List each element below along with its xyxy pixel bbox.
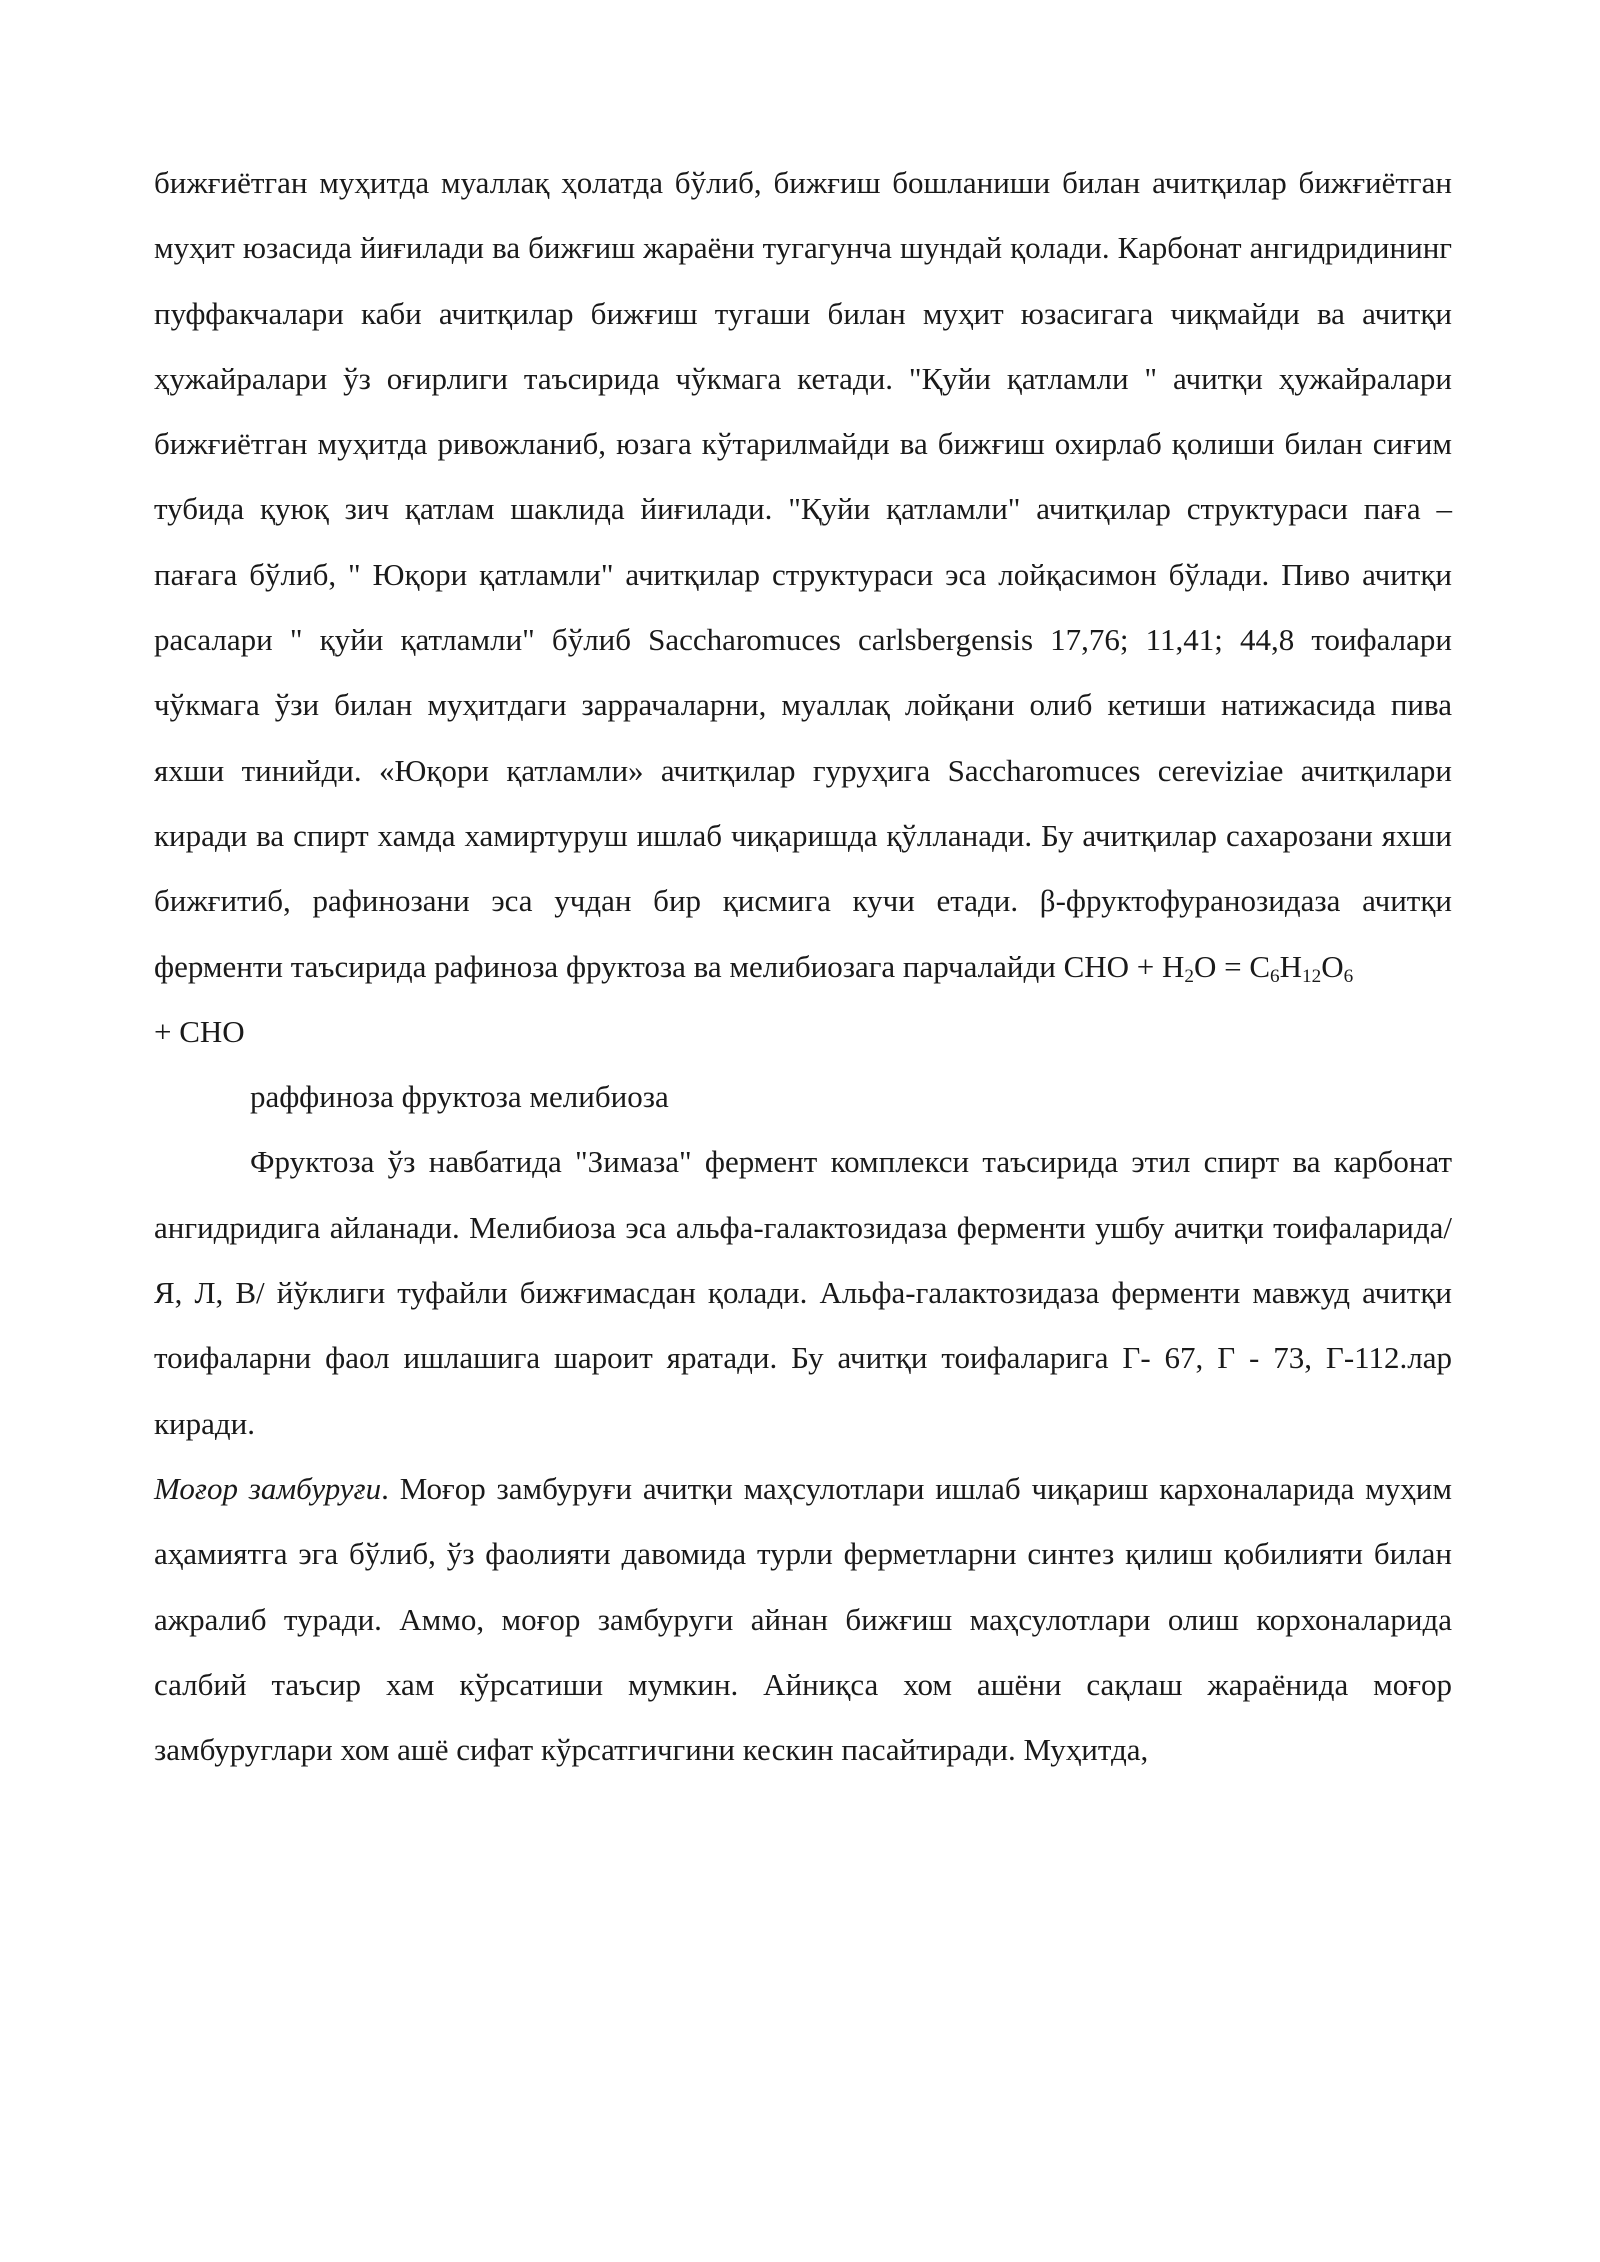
formula-text: + СНО [154, 1013, 245, 1049]
subscript: 12 [1302, 965, 1322, 987]
formula-text: О [1321, 948, 1344, 984]
paragraph-mold-fungi [154, 1456, 1452, 1782]
paragraph-yeast-layers [154, 150, 1452, 1064]
subscript: 6 [1343, 965, 1354, 987]
paragraph-fructose: Фруктоза ўз навбатида "Зимаза" фермент комплекси таъсирида этил спирт ва карбонат ангидридига айланади. Мелибиоза эса альфа-галактозидаза ферменти ушбу ачитқи тоифаларида/Я, Л, В/ йўклиги туфайли бижғимасдан қолади. Альфа-галактозидаза ферменти мавжуд ачитқи тоифаларни фаол ишлашига шароит яратади. Бу ачитқи тоифаларига Г- 67, Г - 73, Г-112.лар киради. [154, 1144, 1452, 1441]
paragraph-text: . Моғор замбуруғи ачитқи маҳсулотлари ишлаб чиқариш кархоналарида муҳим аҳамиятга эга бўлиб, ўз фаолияти давомида турли ферметларни синтез қилиш қобилияти билан ажралиб туради. Аммо, моғор замбуруги айнан бижғиш маҳсулотлари олиш корхоналарида салбий таъсир хам кўрсатиши мумкин. Айниқса хом ашёни сақлаш жараёнида моғор замбуруглари хом ашё сифат кўрсатгичгини кескин пасайтиради. Муҳитда, [154, 1470, 1452, 1768]
subscript: 2 [1184, 965, 1194, 987]
document-page [154, 150, 1452, 1782]
formula-text: О = С [1194, 948, 1271, 984]
paragraph-text: бижғиётган муҳитда муаллақ ҳолатда бўлиб, бижғиш бошланиши билан ачитқилар бижғиётган муҳит юзасида йиғилади ва бижғиш жараёни тугагунча шундай қолади. Карбонат ангидридининг пуффакчалари каби ачитқилар бижғиш тугаши билан муҳит юзасигага чиқмайди ва ачитқи ҳужайралари ўз оғирлиги таъсирида чўкмага кетади. "Қуйи қатламли " ачитқи ҳужайралари бижғиётган муҳитда ривожланиб, юзага кўтарилмайди ва бижғиш охирлаб қолиши билан сиғим тубида қуюқ зич қатлам шаклида йиғилади. "Қуйи қатламли" ачитқилар структураси пағa – пағага бўлиб, " Юқори қатламли" ачитқилар структураси эса лойқасимон бўлади. Пиво ачитқи расалари " қуйи қатламли" бўлиб Saccharomuces carlsbergensis 17,76; 11,41; 44,8 тоифалари чўкмага ўзи билан муҳитдаги заррачаларни, муаллақ лойқани олиб кетиши натижасида пива яхши тинийди. «Юқори қатламли» ачитқилар гуруҳига Saccharomuces cereviziae ачитқилари киради ва спирт хамда хамиртуруш ишлаб чиқаришда қўлланади. Бу ачитқилар сахарозани яхши бижғитиб, рафинозани эса учдан бир қисмига кучи етади. β-фруктофуранозидаза ачитқи ферменти таъсирида рафиноза фруктоза ва мелибиозага парчалайди СНО + Н [154, 165, 1452, 984]
formula-text: Н [1279, 948, 1303, 984]
formula-label: раффиноза фруктоза мелибиоза [250, 1079, 669, 1115]
mold-fungi-heading: Моғор замбуруғи [154, 1470, 382, 1506]
subscript: 6 [1270, 965, 1280, 987]
